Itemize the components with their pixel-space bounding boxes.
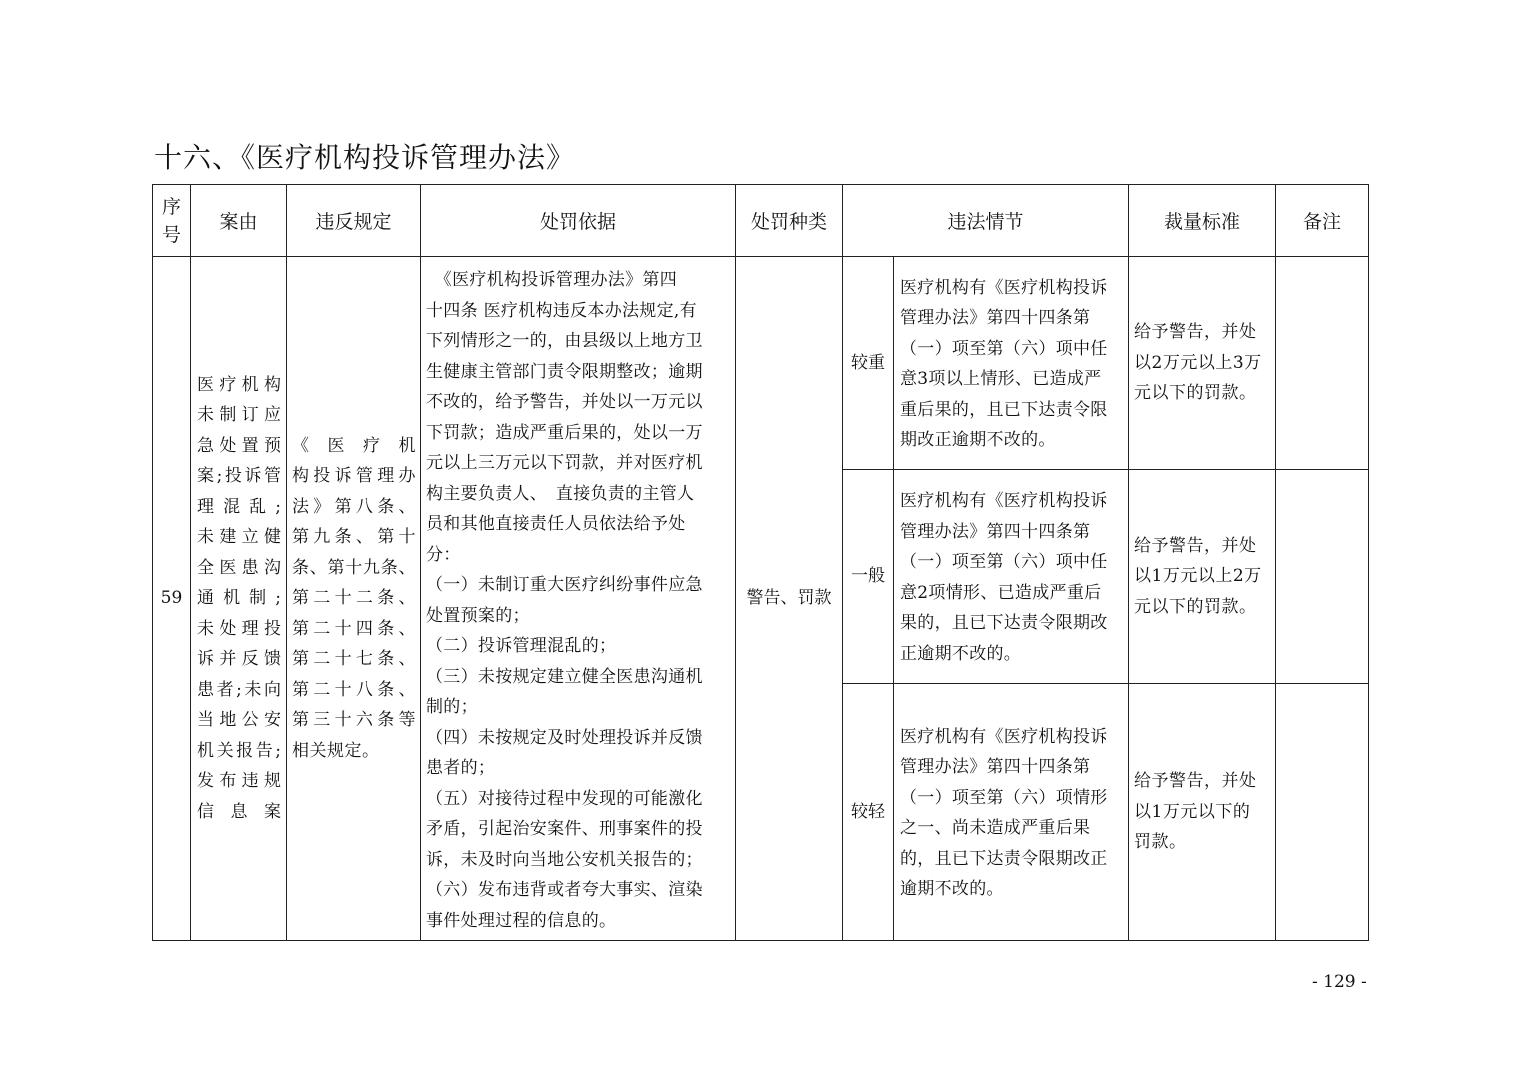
cell-text-line: 第二十八条、 <box>292 679 416 700</box>
cell-text-line: 逾期不改的。 <box>900 879 1004 899</box>
cell-text-line: 分： <box>426 544 461 565</box>
cell-text-line: 管理办法》第四十四条第 <box>900 521 1091 542</box>
cell-text-line: 诉，未及时向当地公安机关报告的； <box>426 849 703 870</box>
table-header-row <box>153 185 1369 257</box>
header-note: 备注 <box>1276 185 1369 257</box>
cell-text-line: 医疗机构 <box>197 374 282 395</box>
cell-text-line: 元以下的罚款。 <box>1134 383 1257 404</box>
cell-text-line: （一）未制订重大医疗纠纷事件应急 <box>426 575 703 595</box>
header-circumstance: 违法情节 <box>843 185 1129 257</box>
cell-text-line: 急处置预 <box>197 435 282 456</box>
cell-text-line: （六）发布违背或者夸大事实、渲染 <box>426 880 703 900</box>
cell-text-line: 诉并反馈 <box>197 649 282 670</box>
cell-note-general <box>1276 470 1369 684</box>
cell-text-line: 制的； <box>426 697 478 717</box>
cell-rule <box>287 257 421 941</box>
cell-text-line: 给予警告，并处 <box>1134 322 1257 343</box>
cell-text-line: 管理办法》第四十四条第 <box>900 757 1091 777</box>
cell-text-line: 全医患沟 <box>197 557 282 578</box>
penalty-table <box>152 184 1369 941</box>
cell-text-line: 以1万元以下的 <box>1134 801 1251 822</box>
cell-text-line: （五）对接待过程中发现的可能激化 <box>426 788 703 809</box>
cell-text-line: 意2项情形、已造成严重后 <box>900 582 1102 603</box>
cell-level-general: 一般 <box>843 470 894 684</box>
cell-text-line: 构投诉管理办 <box>292 466 416 487</box>
cell-text-line: 重后果的，且已下达责令限 <box>900 399 1108 420</box>
cell-seq: 59 <box>153 257 191 941</box>
cell-text-line: 之一、尚未造成严重后果 <box>900 818 1091 838</box>
cell-text-line: 构主要负责人、 直接负责的主管人 <box>426 483 695 504</box>
section-title: 十六、《医疗机构投诉管理办法》 <box>154 141 576 174</box>
cell-text-line: 下列情形之一的，由县级以上地方卫 <box>426 331 703 351</box>
cell-text-line: 事件处理过程的信息的。 <box>426 910 617 931</box>
cell-text-line: 矛盾，引起治安案件、刑事案件的投 <box>426 819 703 839</box>
cell-text-line: 未制订应 <box>197 405 282 426</box>
cell-text-line: 第二十四条、 <box>292 618 416 639</box>
cell-text-line: 通机制; <box>197 588 282 609</box>
cell-text-line: 第九条、第十 <box>292 527 416 548</box>
cell-basis <box>421 257 736 941</box>
page-number: - 129 - <box>1312 972 1367 992</box>
cell-text-line: （四）未按规定及时处理投诉并反馈 <box>426 727 703 748</box>
cell-text-line: 案;投诉管 <box>197 466 282 487</box>
cell-text-line: 生健康主管部门责令限期整改；逾期 <box>426 361 703 382</box>
table-row <box>153 257 1369 470</box>
cell-text-line: 元以下的罚款。 <box>1134 596 1257 617</box>
cell-text-line: （一）项至第（六）项情形 <box>900 787 1108 808</box>
header-rule: 违反规定 <box>287 185 421 257</box>
cell-text-line: 下罚款；造成严重后果的，处以一万 <box>426 422 703 443</box>
cell-text-line: （一）项至第（六）项中任 <box>900 338 1108 359</box>
cell-level-severe: 较重 <box>843 257 894 470</box>
header-seq-line2: 号 <box>161 223 181 246</box>
cell-text-line: 未建立健 <box>197 527 282 548</box>
cell-text-line: （一）项至第（六）项中任 <box>900 552 1108 572</box>
cell-text-line: 患者;未向 <box>197 679 282 700</box>
cell-text-line: 机关报告; <box>197 740 282 761</box>
cell-circumstance-general <box>894 470 1129 684</box>
cell-text-line: 理混乱; <box>197 496 282 517</box>
cell-text-line: 第二十二条、 <box>292 588 416 609</box>
cell-text-line: 法》第八条、 <box>292 496 416 517</box>
header-standard: 裁量标准 <box>1129 185 1276 257</box>
cell-text-line: 《医疗机 <box>292 435 416 456</box>
cell-text-line: 医疗机构有《医疗机构投诉 <box>900 491 1108 511</box>
cell-text-line: 的，且已下达责令限期改正 <box>900 848 1108 869</box>
cell-text-line: 意3项以上情形、已造成严 <box>900 369 1102 389</box>
cell-text-line: 相关规定。 <box>292 740 380 761</box>
cell-text-line: 元以上三万元以下罚款，并对医疗机 <box>426 453 703 473</box>
cell-note-severe <box>1276 257 1369 470</box>
cell-text-line: 罚款。 <box>1134 832 1187 853</box>
cell-circumstance-severe <box>894 257 1129 470</box>
cell-text-line: 处置预案的； <box>426 605 530 626</box>
cell-standard-severe <box>1129 257 1276 470</box>
cell-note-minor <box>1276 684 1369 941</box>
cell-text-line: 期改正逾期不改的。 <box>900 430 1056 450</box>
cell-text-line: 患者的； <box>426 758 496 778</box>
header-cause: 案由 <box>191 185 287 257</box>
cell-text-line: 管理办法》第四十四条第 <box>900 308 1091 328</box>
cell-type: 警告、罚款 <box>736 257 843 941</box>
header-seq <box>153 185 191 257</box>
cell-text-line: 第三十六条等 <box>292 710 416 731</box>
cell-text-line: 果的，且已下达责令限期改 <box>900 613 1108 633</box>
cell-text-line: （二）投诉管理混乱的； <box>426 636 617 656</box>
cell-text-line: 条、第十九条、 <box>292 557 416 578</box>
header-basis: 处罚依据 <box>421 185 736 257</box>
cell-text-line: 正逾期不改的。 <box>900 643 1022 664</box>
header-type: 处罚种类 <box>736 185 843 257</box>
cell-text-line: 当地公安 <box>197 710 282 731</box>
cell-cause <box>191 257 287 941</box>
cell-circumstance-minor <box>894 684 1129 941</box>
cell-text-line: 医疗机构有《医疗机构投诉 <box>900 277 1108 298</box>
cell-standard-minor <box>1129 684 1276 941</box>
cell-text-line: 给予警告，并处 <box>1134 771 1257 792</box>
cell-text-line: 以2万元以上3万 <box>1134 352 1262 373</box>
cell-text-line: 员和其他直接责任人员依法给予处 <box>426 514 686 534</box>
cell-text-line: 给予警告，并处 <box>1134 535 1257 556</box>
cell-text-line: 十四条 医疗机构违反本办法规定,有 <box>426 300 697 321</box>
cell-text-line: 以1万元以上2万 <box>1134 566 1262 587</box>
cell-text-line: 未处理投 <box>197 618 282 639</box>
cell-text-line: 第二十七条、 <box>292 649 416 670</box>
cell-standard-general <box>1129 470 1276 684</box>
cell-text-line: 医疗机构有《医疗机构投诉 <box>900 726 1108 747</box>
cell-text-line: 发布违规 <box>197 771 282 792</box>
header-seq-line1: 序 <box>161 195 181 218</box>
cell-text-line: 《医疗机构投诉管理办法》第四 <box>426 270 677 290</box>
cell-text-line: 不改的，给予警告，并处以一万元以 <box>426 392 703 412</box>
cell-text-line: 信息案 <box>197 801 282 822</box>
cell-text-line: （三）未按规定建立健全医患沟通机 <box>426 666 703 687</box>
cell-level-minor: 较轻 <box>843 684 894 941</box>
